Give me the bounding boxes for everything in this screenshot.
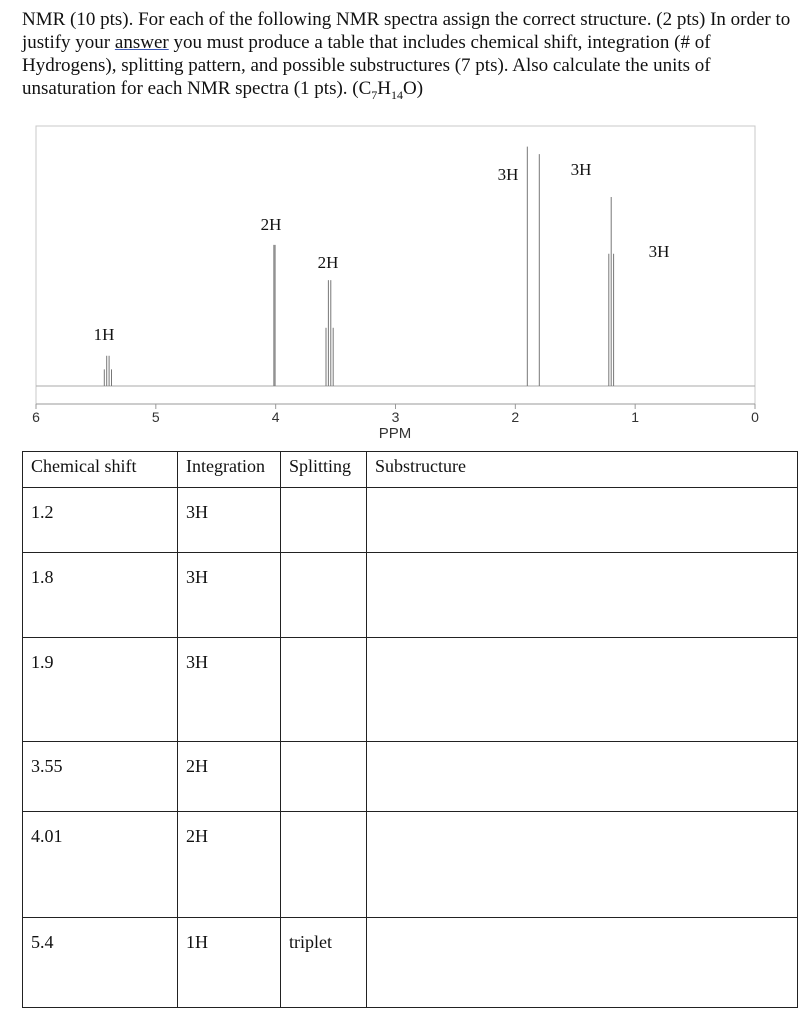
question-end: O) [403, 78, 424, 99]
cell-splitting[interactable] [281, 812, 367, 918]
header-integration: Integration [178, 452, 281, 488]
cell-integration[interactable]: 3H [178, 553, 281, 638]
peaks-layer [104, 147, 613, 386]
axis-tick-label: 4 [271, 409, 280, 425]
ticks-layer [32, 404, 759, 425]
formula-subscript-c: 7 [371, 87, 378, 102]
cell-integration[interactable]: 2H [178, 742, 281, 812]
cell-substructure[interactable] [367, 812, 798, 918]
cell-integration[interactable]: 1H [178, 918, 281, 1008]
cell-shift[interactable]: 1.8 [23, 553, 178, 638]
table-row [23, 488, 798, 553]
cell-integration[interactable]: 2H [178, 812, 281, 918]
axis-tick-label: 1 [631, 409, 640, 425]
formula-subscript-h: 14 [391, 87, 404, 102]
cell-shift[interactable]: 1.2 [23, 488, 178, 553]
nmr-peak [609, 197, 614, 386]
question-underlined-word: answer [114, 32, 169, 53]
formula-h: H [377, 78, 392, 99]
header-chemical-shift: Chemical shift [23, 452, 178, 488]
question-intro: NMR (10 pts). For each of the following NMR spectra assign the correct structure. (2 pts) In order to justify your [22, 9, 791, 53]
cell-shift[interactable]: 1.9 [23, 638, 178, 742]
cell-substructure[interactable] [367, 553, 798, 638]
table-row [23, 638, 798, 742]
table-row [23, 918, 798, 1008]
ppm-axis-label: PPM [378, 425, 412, 442]
integration-label-2h-a: 2H [260, 215, 282, 234]
question-middle: you must produce a table that includes chemical shift, integration (# of Hydrogens), splitting pattern, and possible substructures (7 pts). Also calculate the units of unsaturation for each NMR spectra (1 pts). (C [22, 32, 711, 99]
cell-splitting[interactable] [281, 488, 367, 553]
cell-splitting[interactable] [281, 638, 367, 742]
nmr-peak [274, 245, 275, 386]
integration-label-3h-c: 3H [648, 242, 670, 261]
question-text [22, 8, 792, 100]
nmr-peak [104, 356, 111, 386]
cell-substructure[interactable] [367, 488, 798, 553]
header-splitting: Splitting [281, 452, 367, 488]
cell-integration[interactable]: 3H [178, 488, 281, 553]
integration-label-3h-b: 3H [570, 160, 592, 179]
cell-splitting[interactable]: triplet [281, 918, 367, 1008]
integration-label-1h: 1H [93, 325, 115, 344]
integration-label-2h-b: 2H [317, 253, 339, 272]
integration-label-3h-a: 3H [497, 165, 519, 184]
nmr-spectrum [0, 120, 809, 450]
cell-substructure[interactable] [367, 918, 798, 1008]
axis-tick-label: 3 [391, 409, 400, 425]
table-header-row [23, 452, 798, 488]
axis-tick-label: 0 [751, 409, 759, 425]
table-row [23, 742, 798, 812]
axis-tick-label: 6 [32, 409, 40, 425]
nmr-data-table [22, 451, 798, 1008]
cell-substructure[interactable] [367, 638, 798, 742]
cell-integration[interactable]: 3H [178, 638, 281, 742]
table-row [23, 812, 798, 918]
header-substructure: Substructure [367, 452, 798, 488]
cell-splitting[interactable] [281, 742, 367, 812]
cell-splitting[interactable] [281, 553, 367, 638]
table-row [23, 553, 798, 638]
cell-substructure[interactable] [367, 742, 798, 812]
axis-tick-label: 5 [151, 409, 160, 425]
cell-shift[interactable]: 3.55 [23, 742, 178, 812]
axis-tick-label: 2 [511, 409, 520, 425]
nmr-peak [326, 280, 333, 386]
spectrum-frame [36, 126, 755, 404]
cell-shift[interactable]: 5.4 [23, 918, 178, 1008]
cell-shift[interactable]: 4.01 [23, 812, 178, 918]
